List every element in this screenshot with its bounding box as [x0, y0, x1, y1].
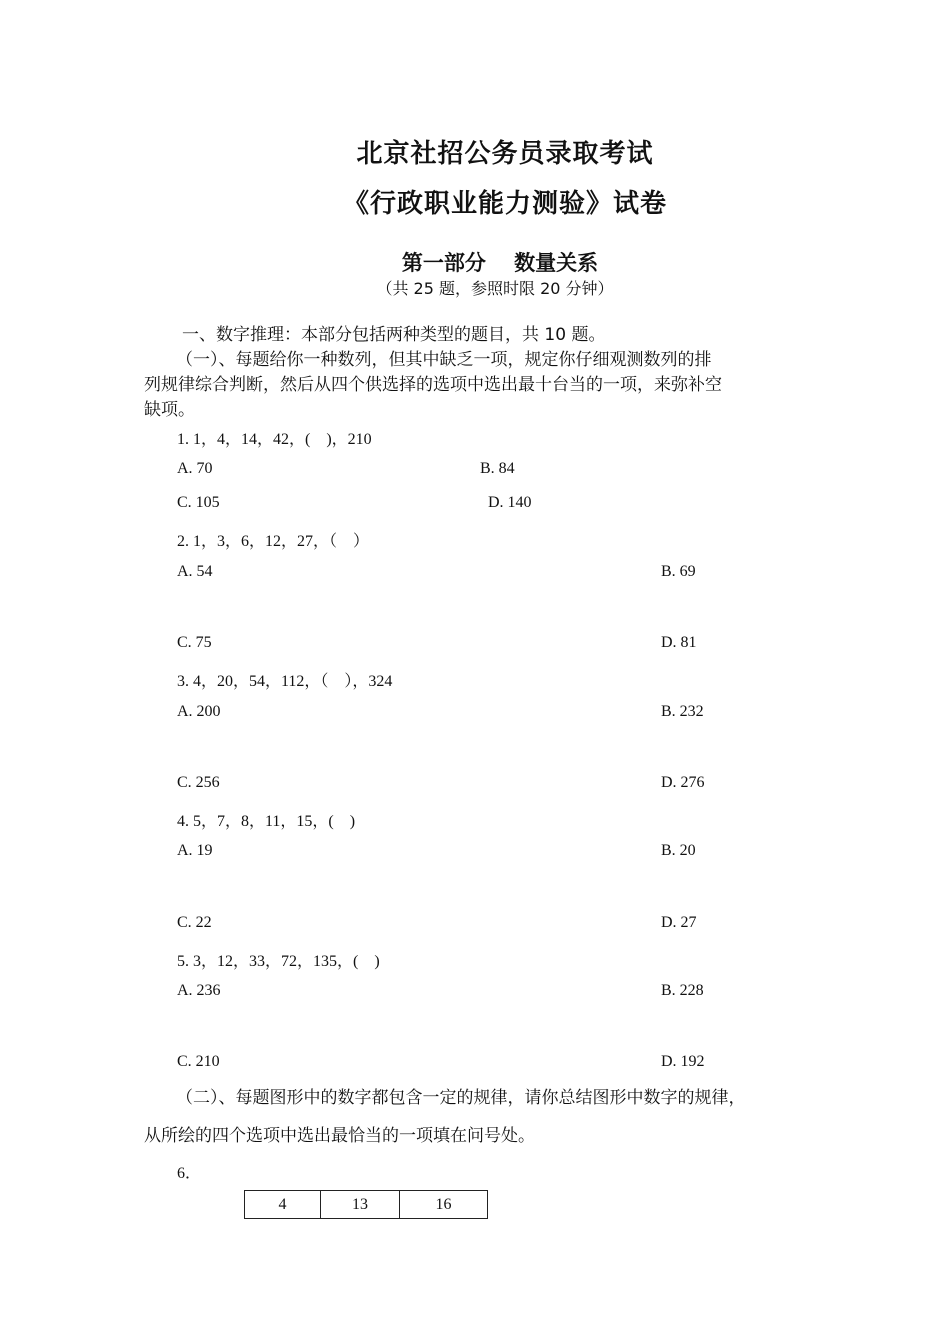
question-1-option-d: D. 140 [488, 494, 532, 511]
question-5-option-d: D. 192 [661, 1053, 705, 1070]
question-4-option-c: C. 22 [177, 914, 212, 931]
section2-line2: 从所绘的四个选项中选出最恰当的一项填在问号处。 [144, 1126, 535, 1146]
question-6-figure-table [244, 1190, 488, 1219]
section1-sub1-line2: 列规律综合判断，然后从四个供选择的选项中选出最十台当的一项，来弥补空 [144, 375, 722, 395]
question-5-option-b: B. 228 [661, 982, 704, 999]
document-title-line2: 《行政职业能力测验》试卷 [342, 189, 667, 219]
question-2-option-a: A. 54 [177, 563, 213, 580]
question-3-option-a: A. 200 [177, 703, 221, 720]
question-6-label: 6． [177, 1165, 202, 1182]
part-subtitle: （共 25 题，参照时限 20 分钟） [376, 279, 614, 298]
question-2-stem: 2. 1，3，6，12，27，（ ） [177, 533, 370, 550]
question-4-option-b: B. 20 [661, 842, 696, 859]
document-title-line1: 北京社招公务员录取考试 [356, 139, 654, 169]
question-4-option-a: A. 19 [177, 842, 213, 859]
section1-sub1-line3: 缺项。 [144, 400, 195, 420]
question-5-option-a: A. 236 [177, 982, 221, 999]
section1-sub1-line1: （一）、每题给你一种数列，但其中缺乏一项，规定你仔细观测数列的排 [176, 350, 712, 370]
question-4-option-d: D. 27 [661, 914, 697, 931]
table-cell: 4 [245, 1191, 321, 1219]
question-3-option-b: B. 232 [661, 703, 704, 720]
question-1-option-a: A. 70 [177, 460, 213, 477]
table-row [245, 1191, 488, 1219]
question-1-option-c: C. 105 [177, 494, 220, 511]
part-title: 第一部分 数量关系 [401, 251, 599, 275]
question-5-option-c: C. 210 [177, 1053, 220, 1070]
question-3-option-d: D. 276 [661, 774, 705, 791]
section2-line1: （二）、每题图形中的数字都包含一定的规律，请你总结图形中数字的规律， [176, 1088, 746, 1108]
table-cell: 13 [321, 1191, 400, 1219]
table-cell: 16 [400, 1191, 488, 1219]
question-2-option-c: C. 75 [177, 634, 212, 651]
question-5-stem: 5. 3，12，33，72，135，( ) [177, 953, 380, 970]
question-1-stem: 1. 1，4，14，42，( )，210 [177, 431, 372, 448]
question-2-option-b: B. 69 [661, 563, 696, 580]
question-4-stem: 4. 5，7，8，11，15，( ) [177, 813, 356, 830]
question-2-option-d: D. 81 [661, 634, 697, 651]
question-3-option-c: C. 256 [177, 774, 220, 791]
question-3-stem: 3. 4，20，54，112，（ ），324 [177, 673, 393, 690]
question-1-option-b: B. 84 [480, 460, 515, 477]
section1-intro: 一、数字推理：本部分包括两种类型的题目，共 10 题。 [182, 325, 606, 345]
